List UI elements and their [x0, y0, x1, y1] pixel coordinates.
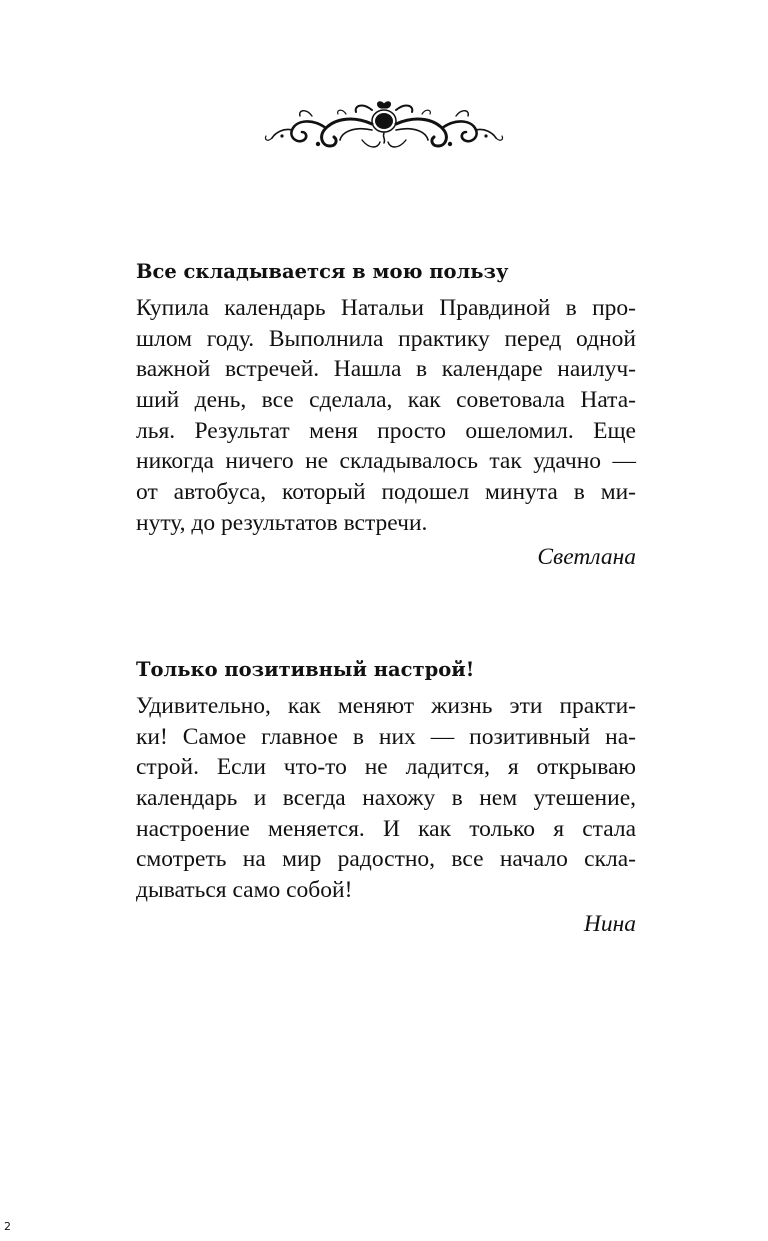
review-2 [136, 654, 636, 940]
review-line: никогда ничего не складывалось так удачно — [136, 448, 636, 475]
review-line: календарь и всегда нахожу в нем утешение, [136, 785, 636, 812]
review-line: важной встречей. Нашла в календаре наилуч- [136, 356, 636, 383]
review-line: нуту, до результатов встречи. [136, 509, 428, 536]
review-line: шлом году. Выполнила практику перед одной [136, 325, 636, 352]
review-line: ки! Самое главное в них — позитивный на- [136, 723, 636, 750]
review-line: Удивительно, как меняют жизнь эти практи- [136, 693, 636, 719]
review-line: от автобуса, который подошел минута в ми- [136, 479, 636, 506]
review-title: Только позитивный настрой! [136, 658, 475, 681]
review-author: Нина [583, 910, 636, 937]
review-line: смотреть на мир радостно, все начало скла- [136, 846, 636, 873]
review-body [136, 293, 636, 539]
review-title: Все складывается в мою пользу [136, 260, 509, 283]
review-line: ший день, все сделала, как советовала Ната- [136, 387, 636, 414]
review-author: Светлана [537, 543, 636, 570]
review-line: лья. Результат меня просто ошеломил. Еще [136, 417, 636, 444]
review-line: Купила календарь Натальи Правдиной в про- [136, 295, 636, 321]
review-line: дываться само собой! [136, 877, 353, 904]
review-body [136, 691, 636, 906]
review-1 [136, 256, 636, 572]
review-line: строй. Если что-то не ладится, я открываю [136, 754, 636, 781]
page-number: 2 [4, 1220, 11, 1233]
flourish-divider-icon [262, 96, 506, 158]
review-line: настроение меняется. И как только я стала [136, 815, 636, 842]
